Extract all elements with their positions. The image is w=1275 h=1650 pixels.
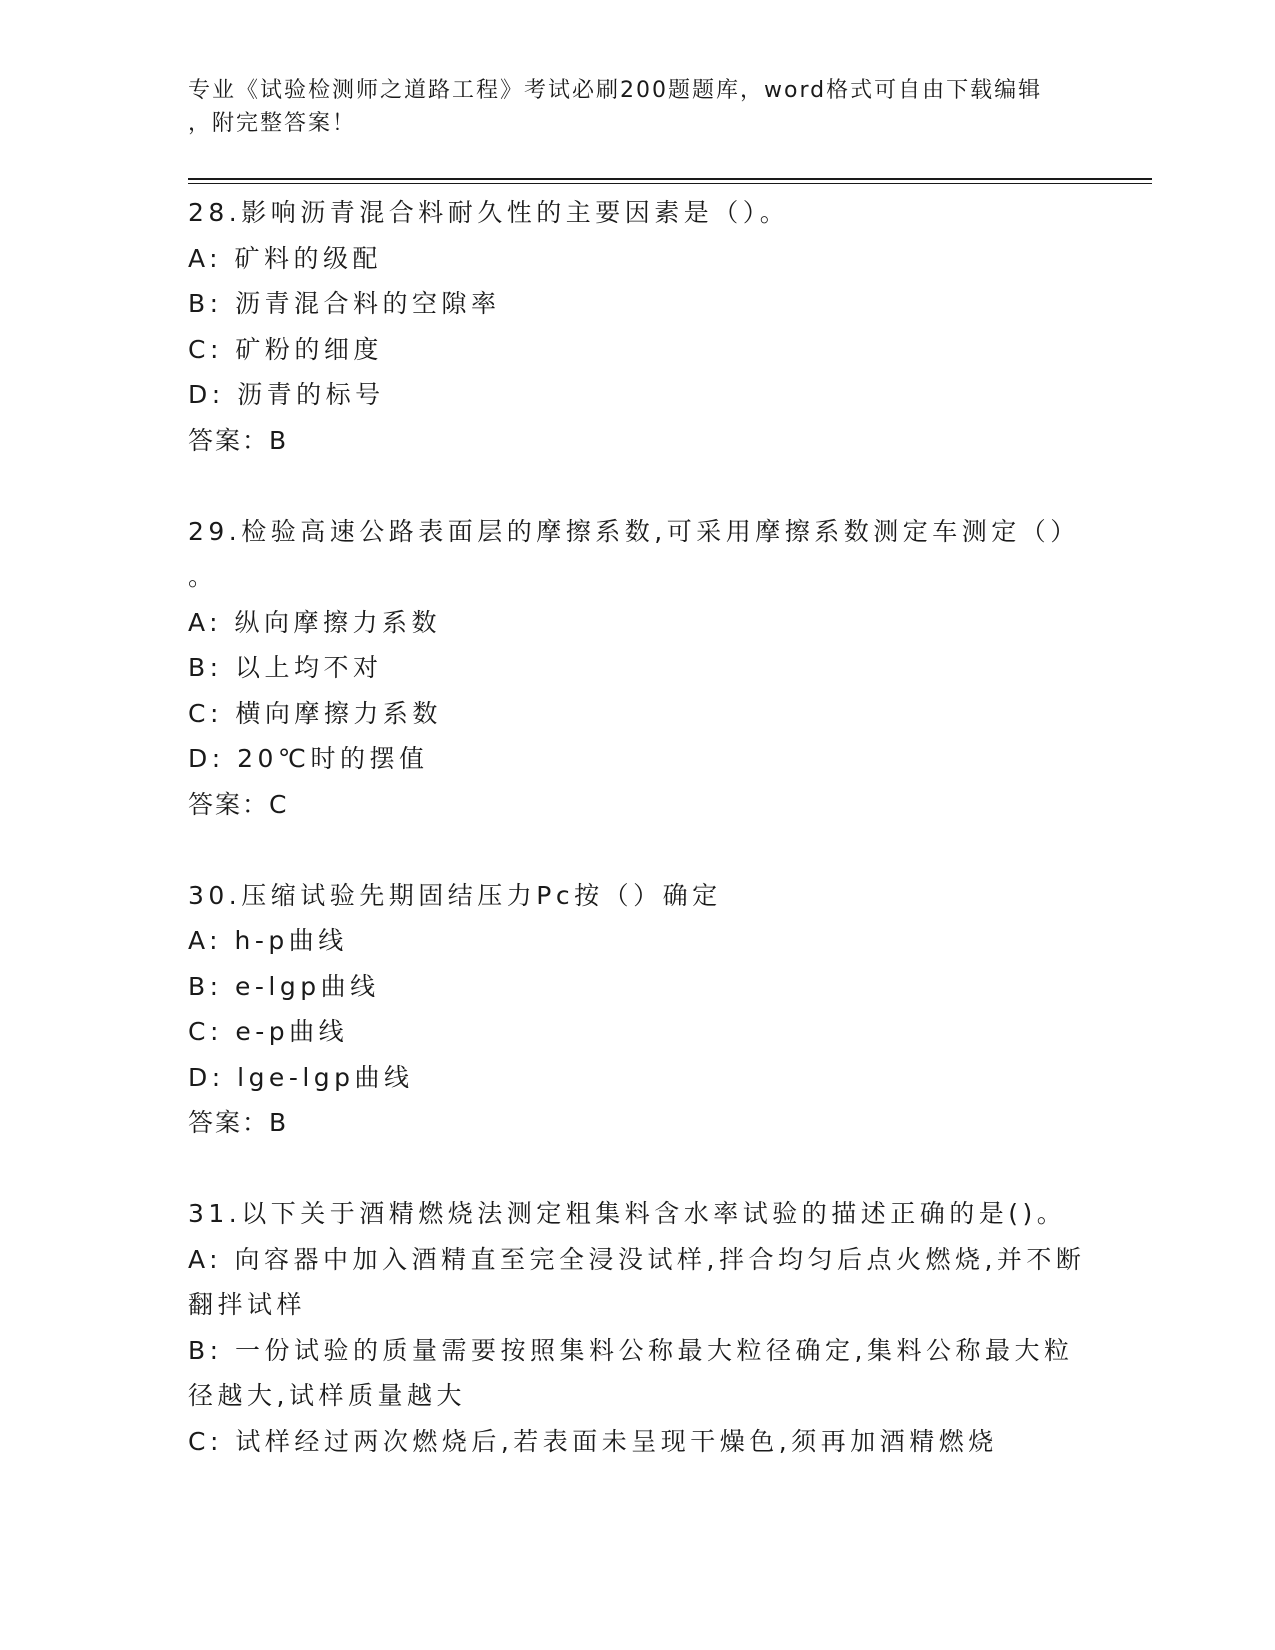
option-a: A: h-p曲线 [188, 926, 348, 955]
option-a: A: 矿料的级配 [188, 243, 383, 273]
option-a: A: 向容器中加入酒精直至完全浸没试样,拌合均匀后点火燃烧,并不断 [188, 1244, 1086, 1274]
question-30 [188, 873, 1088, 1146]
header-divider-thin [188, 183, 1152, 184]
question-29 [188, 509, 1088, 828]
question-text: 30.压缩试验先期固结压力Pc按（）确定 [188, 880, 722, 910]
answer-text: 答案：C [188, 789, 289, 819]
option-c: C: 横向摩擦力系数 [188, 698, 442, 728]
spacer [188, 463, 1088, 509]
document-header [188, 74, 1068, 140]
question-text-continued: 。 [188, 562, 218, 591]
option-c: C: e-p曲线 [188, 1017, 349, 1046]
question-text: 31.以下关于酒精燃烧法测定粗集料含水率试验的描述正确的是()。 [188, 1199, 1067, 1228]
question-28 [188, 190, 1088, 463]
question-31 [188, 1191, 1088, 1464]
option-c: C: 试样经过两次燃烧后,若表面未呈现干燥色,须再加酒精燃烧 [188, 1426, 998, 1456]
option-a-continued: 翻拌试样 [188, 1290, 307, 1319]
answer-text: 答案：B [188, 425, 289, 455]
option-d: D: 20℃时的摆值 [188, 744, 429, 773]
option-a: A: 纵向摩擦力系数 [188, 607, 442, 637]
header-divider-thick [188, 178, 1152, 180]
header-line-1: 专业《试验检测师之道路工程》考试必刷200题题库，word格式可自由下载编辑 [188, 78, 1043, 103]
question-text: 29.检验高速公路表面层的摩擦系数,可采用摩擦系数测定车测定（） [188, 516, 1080, 546]
option-d: D: lge-lgp曲线 [188, 1062, 414, 1092]
answer-text: 答案：B [188, 1108, 289, 1137]
option-b: B: 以上均不对 [188, 653, 383, 682]
option-b: B: e-lgp曲线 [188, 971, 380, 1001]
question-text: 28.影响沥青混合料耐久性的主要因素是（）。 [188, 198, 790, 227]
option-b-continued: 径越大,试样质量越大 [188, 1381, 466, 1410]
option-b: B: 沥青混合料的空隙率 [188, 289, 501, 318]
option-d: D: 沥青的标号 [188, 380, 385, 409]
option-c: C: 矿粉的细度 [188, 334, 383, 364]
option-b: B: 一份试验的质量需要按照集料公称最大粒径确定,集料公称最大粒 [188, 1335, 1074, 1365]
spacer [188, 827, 1088, 873]
header-line-2: ，附完整答案！ [188, 111, 357, 136]
question-list [188, 190, 1088, 1464]
spacer [188, 1146, 1088, 1192]
